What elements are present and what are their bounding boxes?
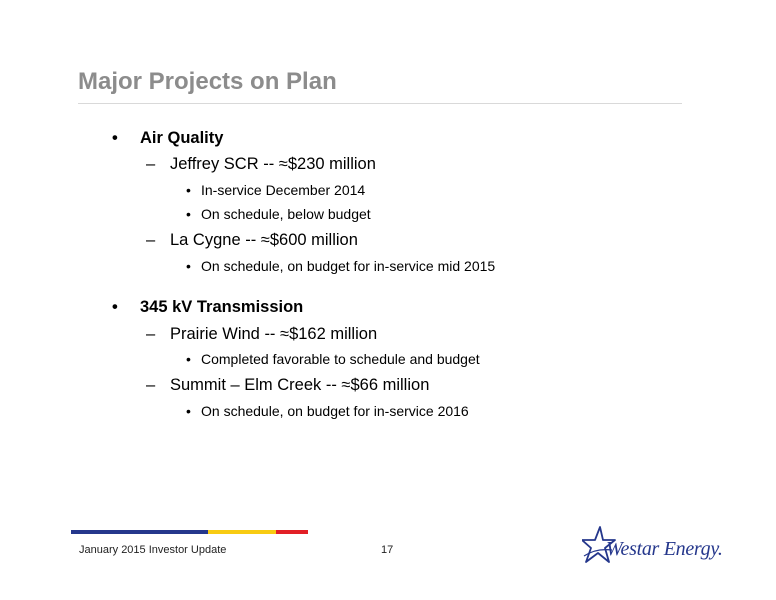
- dash-marker: –: [146, 231, 156, 249]
- sub-item-label: Summit – Elm Creek -- ≈$66 million: [170, 376, 430, 394]
- dash-marker: –: [146, 325, 156, 343]
- detail-label: On schedule, below budget: [201, 206, 371, 222]
- footer-caption: January 2015 Investor Update: [79, 544, 227, 556]
- bullet-marker: •: [112, 129, 118, 147]
- footer-bar-blue: [71, 530, 208, 534]
- slide-title: Major Projects on Plan: [78, 68, 337, 95]
- detail-label: Completed favorable to schedule and budget: [201, 351, 480, 367]
- bullet-label: Air Quality: [140, 129, 224, 147]
- detail-label: On schedule, on budget for in-service 2016: [201, 403, 469, 419]
- sub-item-label: La Cygne -- ≈$600 million: [170, 231, 358, 249]
- footer-bar-yellow: [208, 530, 276, 534]
- dash-marker: –: [146, 376, 156, 394]
- dash-marker: –: [146, 155, 156, 173]
- bullet-marker: •: [112, 298, 118, 316]
- page-number: 17: [381, 544, 394, 556]
- bullet-label: 345 kV Transmission: [140, 298, 304, 316]
- bullet-marker: •: [186, 351, 191, 367]
- logo-wordmark: Westar Energy.: [606, 538, 723, 560]
- footer-bar-red: [276, 530, 308, 534]
- company-logo: [582, 524, 722, 570]
- bullet-marker: •: [186, 206, 191, 222]
- sub-item-label: Jeffrey SCR -- ≈$230 million: [170, 155, 376, 173]
- bullet-marker: •: [186, 182, 191, 198]
- bullet-marker: •: [186, 258, 191, 274]
- bullet-marker: •: [186, 403, 191, 419]
- detail-label: On schedule, on budget for in-service mid 2015: [201, 258, 496, 274]
- detail-label: In-service December 2014: [201, 182, 366, 198]
- sub-item-label: Prairie Wind -- ≈$162 million: [170, 325, 378, 343]
